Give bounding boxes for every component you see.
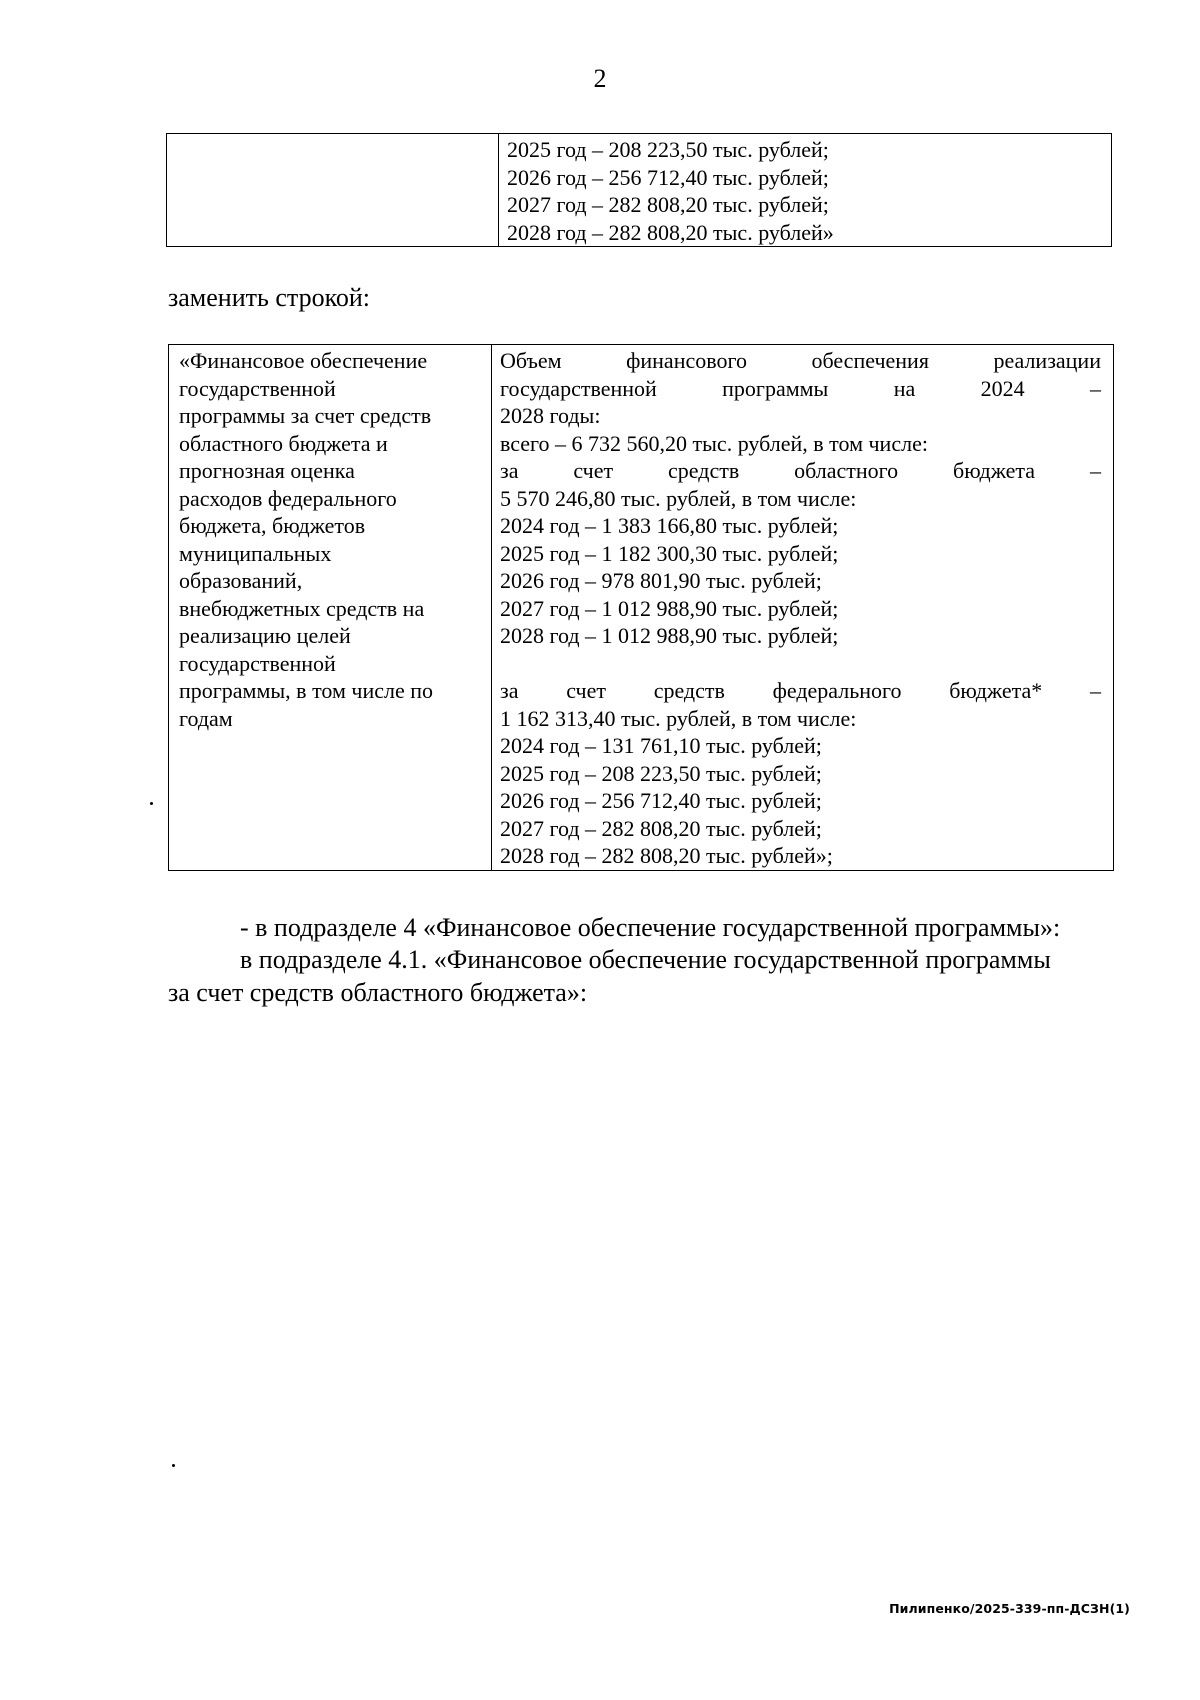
text-line: 2028 год – 1 012 988,90 тыс. рублей; (500, 623, 839, 648)
text-line: 1 162 313,40 тыс. рублей, в том числе: (500, 705, 857, 731)
word: бюджета (953, 458, 1036, 483)
word: на (893, 375, 916, 401)
word: за (500, 458, 519, 483)
blank-line (500, 650, 1105, 678)
justified-line (500, 375, 1105, 403)
replacement-row-value-cell (492, 345, 1114, 871)
text-line: 5 570 246,80 тыс. рублей, в том числе: (500, 485, 857, 511)
text-line: расходов федерального (179, 485, 397, 511)
page-number: 2 (593, 64, 607, 93)
text-line: областного бюджета и (179, 430, 388, 456)
text-line: государственной (179, 375, 336, 401)
word: счет (573, 458, 614, 483)
text-line: 2027 год – 1 012 988,90 тыс. рублей; (500, 595, 839, 621)
word: – (1089, 458, 1101, 483)
text-line: 2025 год – 1 182 300,30 тыс. рублей; (500, 540, 839, 566)
text-line: 2026 год – 256 712,40 тыс. рублей; (507, 164, 829, 190)
replace-label: заменить строкой: (168, 283, 371, 312)
justified-line (500, 347, 1105, 375)
word: 2024 (980, 375, 1025, 401)
text-line: 2027 год – 282 808,20 тыс. рублей; (500, 815, 822, 841)
text-line: 2027 год – 282 808,20 тыс. рублей; (507, 192, 829, 217)
word: бюджета* (949, 678, 1043, 703)
text-line: 2025 год – 208 223,50 тыс. рублей; (500, 760, 822, 786)
text-line: 2026 год – 978 801,90 тыс. рублей; (500, 568, 822, 593)
word: программы (722, 375, 829, 401)
word: обеспечения (811, 348, 929, 373)
previous-row-label-cell (167, 134, 499, 247)
text-line: 2028 год – 282 808,20 тыс. рублей»; (500, 843, 833, 868)
word: – (1089, 375, 1101, 401)
word: за (500, 678, 519, 703)
word: Объем (500, 348, 562, 373)
previous-row-table (166, 133, 1112, 247)
text-line: 2028 годы: (500, 403, 601, 428)
text-line: реализацию целей (179, 623, 351, 648)
justified-line (500, 677, 1105, 705)
text-line: годам (179, 705, 233, 731)
text-line: 2025 год – 208 223,50 тыс. рублей; (507, 137, 829, 162)
text-line: образований, (179, 568, 303, 593)
word: – (1089, 678, 1101, 703)
word: государственной (500, 375, 657, 401)
text-line: прогнозная оценка (179, 458, 355, 483)
scan-speck (150, 802, 153, 805)
word: средств (668, 458, 740, 483)
text-line: внебюджетных средств на (179, 595, 425, 621)
text-line: 2024 год – 1 383 166,80 тыс. рублей; (500, 513, 839, 538)
text-line: 2028 год – 282 808,20 тыс. рублей» (507, 219, 834, 245)
word: реализации (993, 348, 1101, 373)
word: федерального (772, 678, 902, 703)
replacement-row-label-cell (169, 345, 492, 871)
text-line: 2026 год – 256 712,40 тыс. рублей; (500, 788, 822, 813)
word: средств (653, 678, 725, 703)
text-line: государственной (179, 650, 336, 676)
text-line: бюджета, бюджетов (179, 513, 366, 538)
text-line: всего – 6 732 560,20 тыс. рублей, в том числе: (500, 430, 928, 456)
text-line: программы за счет средств (179, 403, 432, 428)
replacement-row-table (168, 344, 1114, 871)
footer-document-code: Пилипенко/2025-339-пп-ДСЗН(1) (889, 1601, 1130, 1616)
word: финансового (626, 348, 747, 373)
text-line: программы, в том числе по (179, 678, 434, 703)
text-line: муниципальных (179, 540, 332, 566)
text-line: «Финансовое обеспечение (179, 348, 428, 373)
previous-row-value-cell (499, 134, 1112, 247)
word: счет (566, 678, 606, 703)
paragraph: - в подразделе 4 «Финансовое обеспечение государственной программы»: (240, 913, 1061, 942)
paragraph: в подразделе 4.1. «Финансовое обеспечение государственной программы (240, 945, 1051, 974)
text-line: 2024 год – 131 761,10 тыс. рублей; (500, 733, 822, 758)
scan-speck (172, 1464, 175, 1467)
word: областного (794, 458, 899, 483)
justified-line (500, 457, 1105, 485)
paragraph: за счет средств областного бюджета»: (168, 978, 588, 1007)
